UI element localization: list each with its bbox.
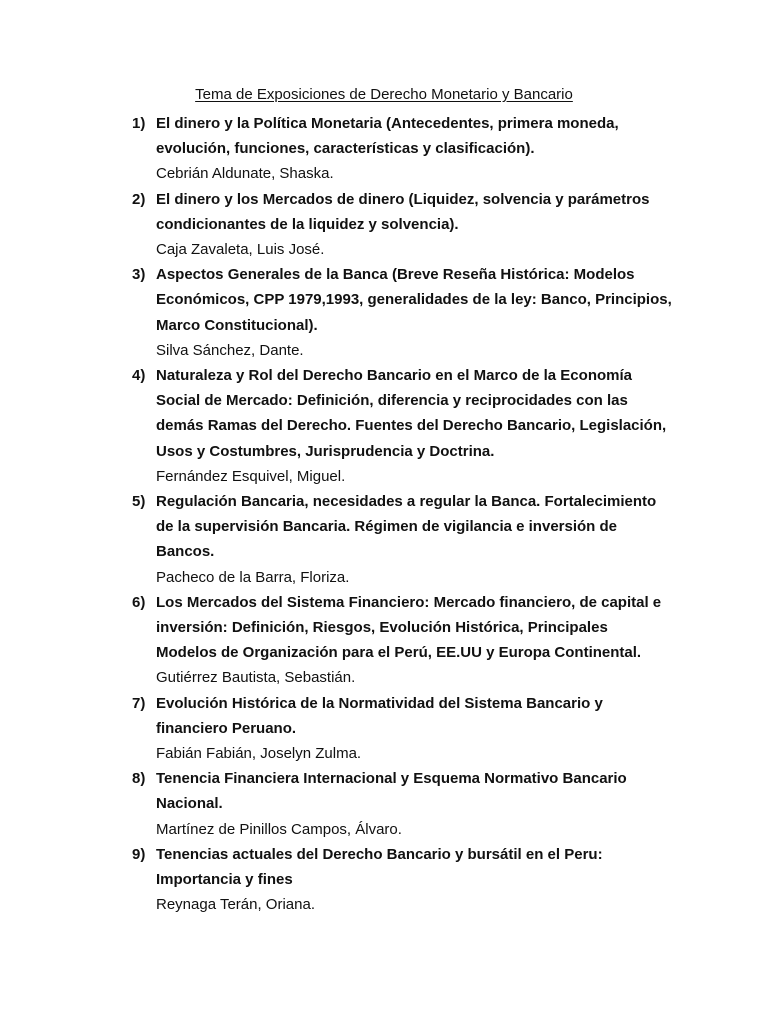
topic-author: Gutiérrez Bautista, Sebastián. <box>156 669 356 687</box>
topic-item <box>132 111 672 187</box>
topic-list <box>132 111 672 918</box>
topic-title: Tenencia Financiera Internacional y Esquema Normativo Bancario Nacional. <box>156 770 627 813</box>
topic-item <box>132 842 672 918</box>
topic-author: Cebrián Aldunate, Shaska. <box>156 165 334 183</box>
topic-title: Regulación Bancaria, necesidades a regular la Banca. Fortalecimiento de la supervisión Bancaria. Régimen de vigilancia e inversión de Bancos. <box>156 493 657 561</box>
topic-author: Silva Sánchez, Dante. <box>156 341 304 359</box>
topic-author: Caja Zavaleta, Luis José. <box>156 241 325 259</box>
topic-item <box>132 489 672 590</box>
topic-number: 4) <box>132 367 146 385</box>
topic-title: Evolución Histórica de la Normatividad del Sistema Bancario y financiero Peruano. <box>156 694 603 737</box>
topic-number: 9) <box>132 845 146 863</box>
topic-number: 8) <box>132 770 146 788</box>
topic-author: Fabián Fabián, Joselyn Zulma. <box>156 745 362 763</box>
topic-title: Los Mercados del Sistema Financiero: Mercado financiero, de capital e inversión: Definición, Riesgos, Evolución Histórica, Principales Modelos de Organización para el Perú, EE.UU y Europa Continental. <box>156 593 662 662</box>
topic-title: El dinero y los Mercados de dinero (Liquidez, solvencia y parámetros condicionantes de la liquidez y solvencia). <box>156 190 650 233</box>
topic-author: Pacheco de la Barra, Floriza. <box>156 568 350 586</box>
document-title: Tema de Exposiciones de Derecho Monetario y Bancario <box>195 86 573 103</box>
topic-number: 6) <box>132 593 146 611</box>
topic-item <box>132 363 672 489</box>
topic-number: 5) <box>132 493 146 511</box>
topic-number: 2) <box>132 190 146 208</box>
topic-title: El dinero y la Política Monetaria (Antecedentes, primera moneda, evolución, funciones, características y clasificación). <box>156 115 619 158</box>
topic-item <box>132 590 672 691</box>
topic-number: 3) <box>132 266 146 284</box>
topic-number: 1) <box>132 115 146 132</box>
topic-title: Aspectos Generales de la Banca (Breve Reseña Histórica: Modelos Económicos, CPP 1979,1993, generalidades de la ley: Banco, Principios, Marco Constitucional). <box>156 266 672 334</box>
topic-author: Martínez de Pinillos Campos, Álvaro. <box>156 820 402 838</box>
topic-item <box>132 187 672 263</box>
topic-author: Reynaga Terán, Oriana. <box>156 896 315 914</box>
topic-author: Fernández Esquivel, Miguel. <box>156 467 346 485</box>
topic-item <box>132 262 672 363</box>
topic-item <box>132 766 672 842</box>
topic-number: 7) <box>132 694 146 712</box>
topic-title: Naturaleza y Rol del Derecho Bancario en el Marco de la Economía Social de Mercado: Definición, diferencia y reciprocidades con las demás Ramas del Derecho. Fuentes del Derecho Bancario, Legislación, Usos y Costumbres, Jurisprudencia y Doctrina. <box>156 367 667 460</box>
topic-item <box>132 691 672 767</box>
topic-title: Tenencias actuales del Derecho Bancario y bursátil en el Peru: Importancia y fines <box>156 845 603 889</box>
